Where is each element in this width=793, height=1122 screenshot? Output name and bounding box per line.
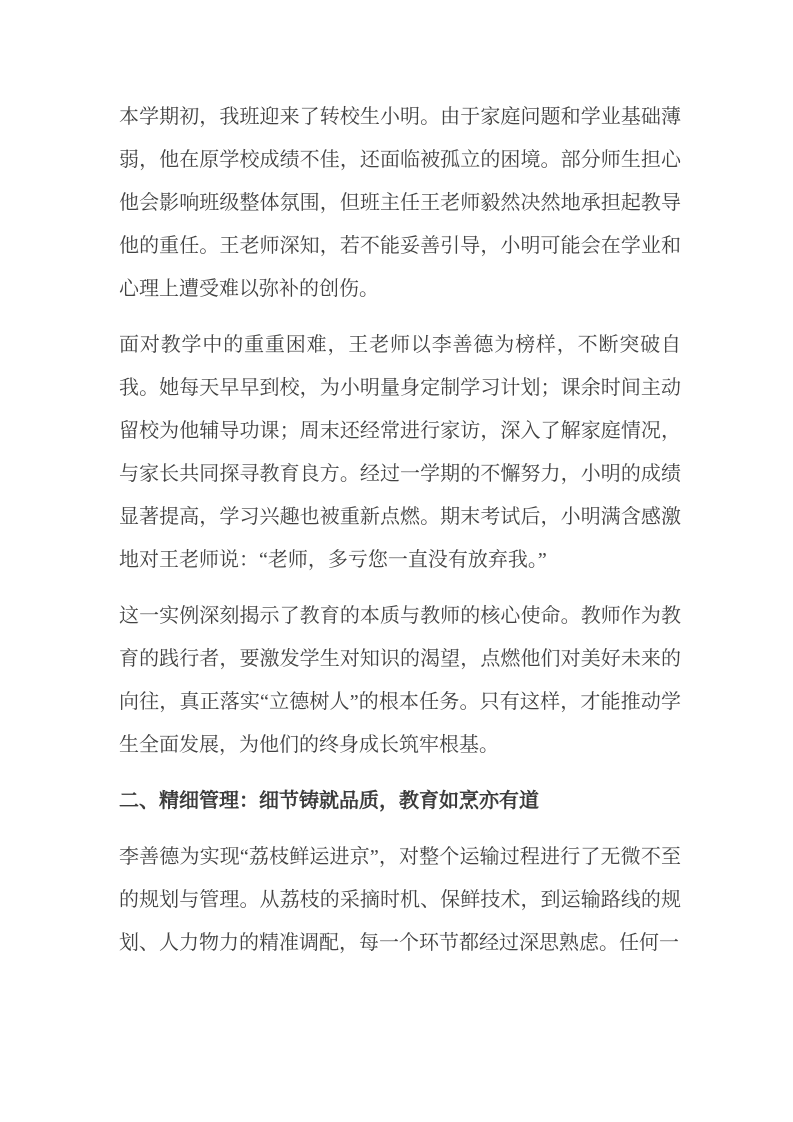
paragraph-4: 李善德为实现“荔枝鲜运进京”，对整个运输过程进行了无微不至的规划与管理。从荔枝的采摘时机、保鲜技术，到运输路线的规划、人力物力的精准调配，每一个环节都经过深思熟虑。任何一 [119,846,681,954]
section-heading: 二、精细管理：细节铸就品质，教育如烹亦有道 [119,790,539,812]
paragraph-2: 面对教学中的重重困难，王老师以李善德为榜样，不断突破自我。她每天早早到校，为小明量身定制学习计划；课余时间主动留校为他辅导功课；周末还经常进行家访，深入了解家庭情况，与家长共同探寻教育良方。经过一学期的不懈努力，小明的成绩显著提高，学习兴趣也被重新点燃。期末考试后，小明满含感激地对王老师说：“老师，多亏您一直没有放弃我。” [119,334,681,571]
paragraph-1: 本学期初，我班迎来了转校生小明。由于家庭问题和学业基础薄弱，他在原学校成绩不佳，还面临被孤立的困境。部分师生担心他会影响班级整体氛围，但班主任王老师毅然决然地承担起教导他的重任。王老师深知，若不能妥善引导，小明可能会在学业和心理上遭受难以弥补的创伤。 [119,106,681,300]
paragraph-3: 这一实例深刻揭示了教育的本质与教师的核心使命。教师作为教育的践行者，要激发学生对知识的渴望，点燃他们对美好未来的向往，真正落实“立德树人”的根本任务。只有这样，才能推动学生全面发展，为他们的终身成长筑牢根基。 [119,605,681,756]
